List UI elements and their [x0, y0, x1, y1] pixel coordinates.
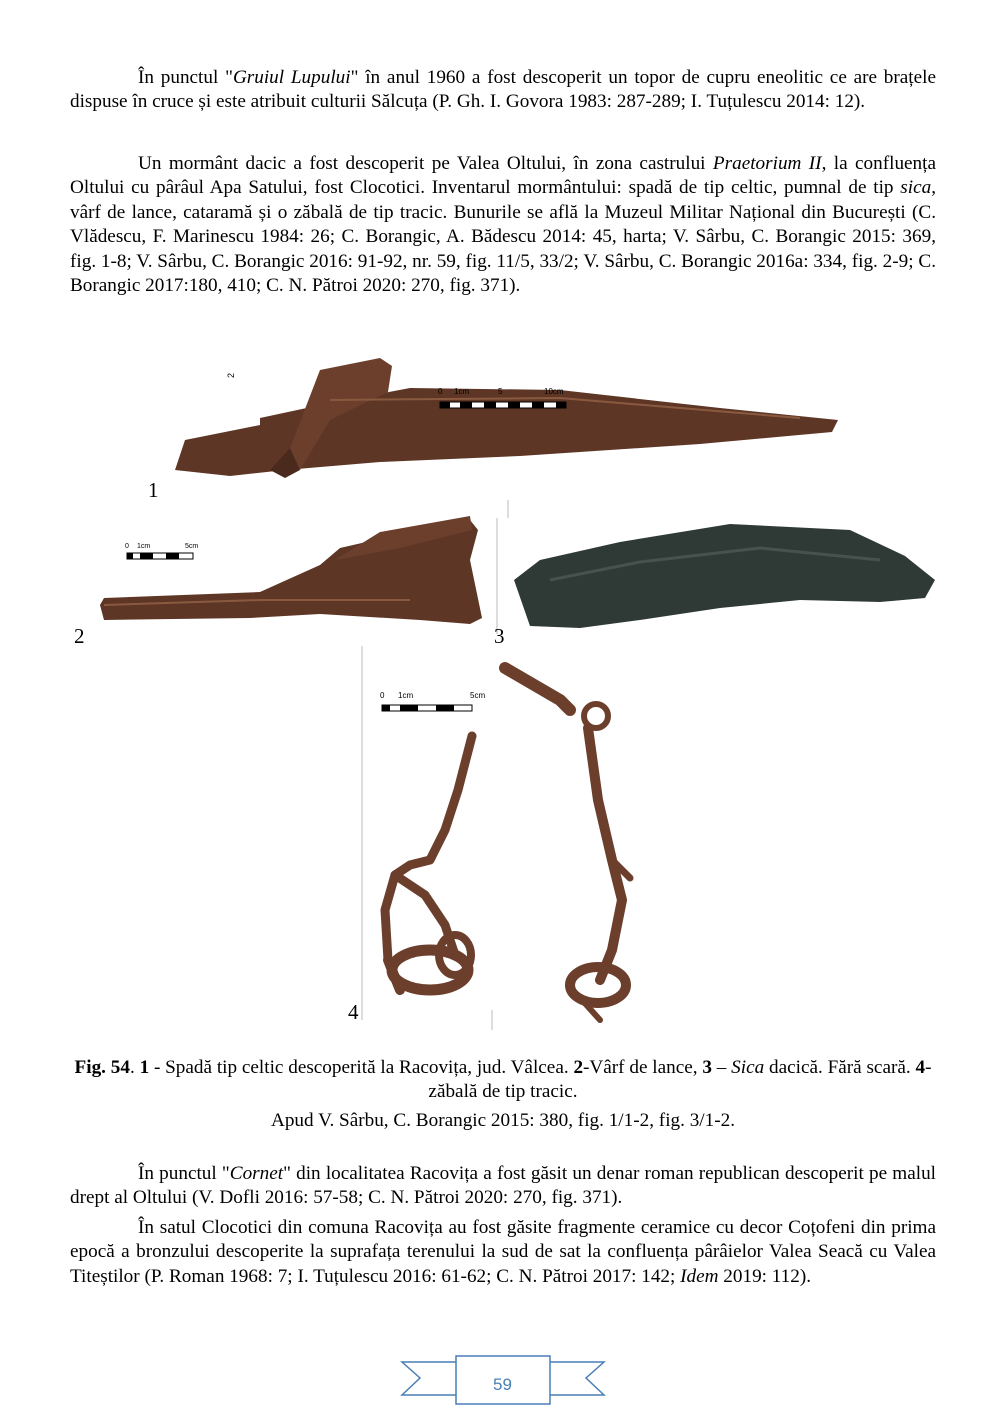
- svg-text:1cm: 1cm: [137, 543, 151, 550]
- figure-caption-source: Apud V. Sârbu, C. Borangic 2015: 380, fig. 1/1-2, fig. 3/1-2.: [270, 1110, 736, 1131]
- svg-text:1cm: 1cm: [398, 691, 414, 700]
- svg-text:2: 2: [226, 372, 236, 378]
- paragraph-cornet: În punctul "Cornet" din localitatea Racovița a fost găsit un denar roman republican descoperit pe malul drept al Oltului (V. Dofli 2016: 57-58; C. N. Pătroi 2020: 270, fig. 371).: [70, 1163, 936, 1209]
- svg-text:5: 5: [498, 387, 503, 396]
- paragraph-gruiul-lupului: În punctul "Gruiul Lupului" în anul 1960 a fost descoperit un topor de cupru eneolitic ce are brațele dispuse în cruce și este atribuit culturii Sălcuța (P. Gh. I. Govora 1983: 287-289; I. Tuțulescu 2014: 12).: [70, 67, 937, 113]
- figure-label-1: 1: [148, 478, 159, 502]
- svg-text:0: 0: [438, 387, 443, 396]
- svg-text:0: 0: [125, 543, 129, 550]
- svg-text:0: 0: [380, 691, 385, 700]
- paragraph-dacian-grave: Un mormânt dacic a fost descoperit pe Valea Oltului, în zona castrului Praetorium II, la confluența Oltului cu pârâul Apa Satului, fost Clocotici. Inventarul mormântului: spadă de tip celtic, pumnal de tip sica, vârf de lance, cataramă și o zăbală de tip tracic. Bunurile se află la Muzeul Militar Național din București (C. Vlădescu, F. Marinescu 1984: 26; C. Borangic, A. Bădescu 2014: 45, harta; V. Sârbu, C. Borangic 2015: 369, fig. 1-8; V. Sârbu, C. Borangic 2016: 91-92, nr. 59, fig. 11/5, 33/2; V. Sârbu, C. Borangic 2016a: 334, fig. 2-9; C. Borangic 2017:180, 410; C. N. Pătroi 2020: 270, fig. 371).: [70, 153, 936, 297]
- paragraph-clocotici: În satul Clocotici din comuna Racovița au fost găsite fragmente ceramice cu decor Coțofeni din prima epocă a bronzului descoperite la suprafața terenului la sud de sat la confluența pârâielor Valea Seacă cu Valea Titeștilor (P. Roman 1968: 7; I. Tuțulescu 2016: 61-62; C. N. Pătroi 2017: 142; Idem 2019: 112).: [70, 1217, 936, 1287]
- figure-label-4: 4: [348, 1000, 359, 1024]
- svg-text:1cm: 1cm: [454, 387, 470, 396]
- svg-text:5cm: 5cm: [185, 543, 199, 550]
- figure-label-2: 2: [74, 624, 85, 648]
- page-number: 59: [493, 1375, 512, 1394]
- figure-label-3: 3: [494, 624, 505, 648]
- svg-text:5cm: 5cm: [470, 691, 486, 700]
- figure-caption: Fig. 54. 1 - Spadă tip celtic descoperită la Racovița, jud. Vâlcea. 2-Vârf de lance, 3 – Sica dacică. Fără scară. 4-zăbală de tip tracic.: [74, 1057, 932, 1103]
- svg-text:10cm: 10cm: [544, 387, 564, 396]
